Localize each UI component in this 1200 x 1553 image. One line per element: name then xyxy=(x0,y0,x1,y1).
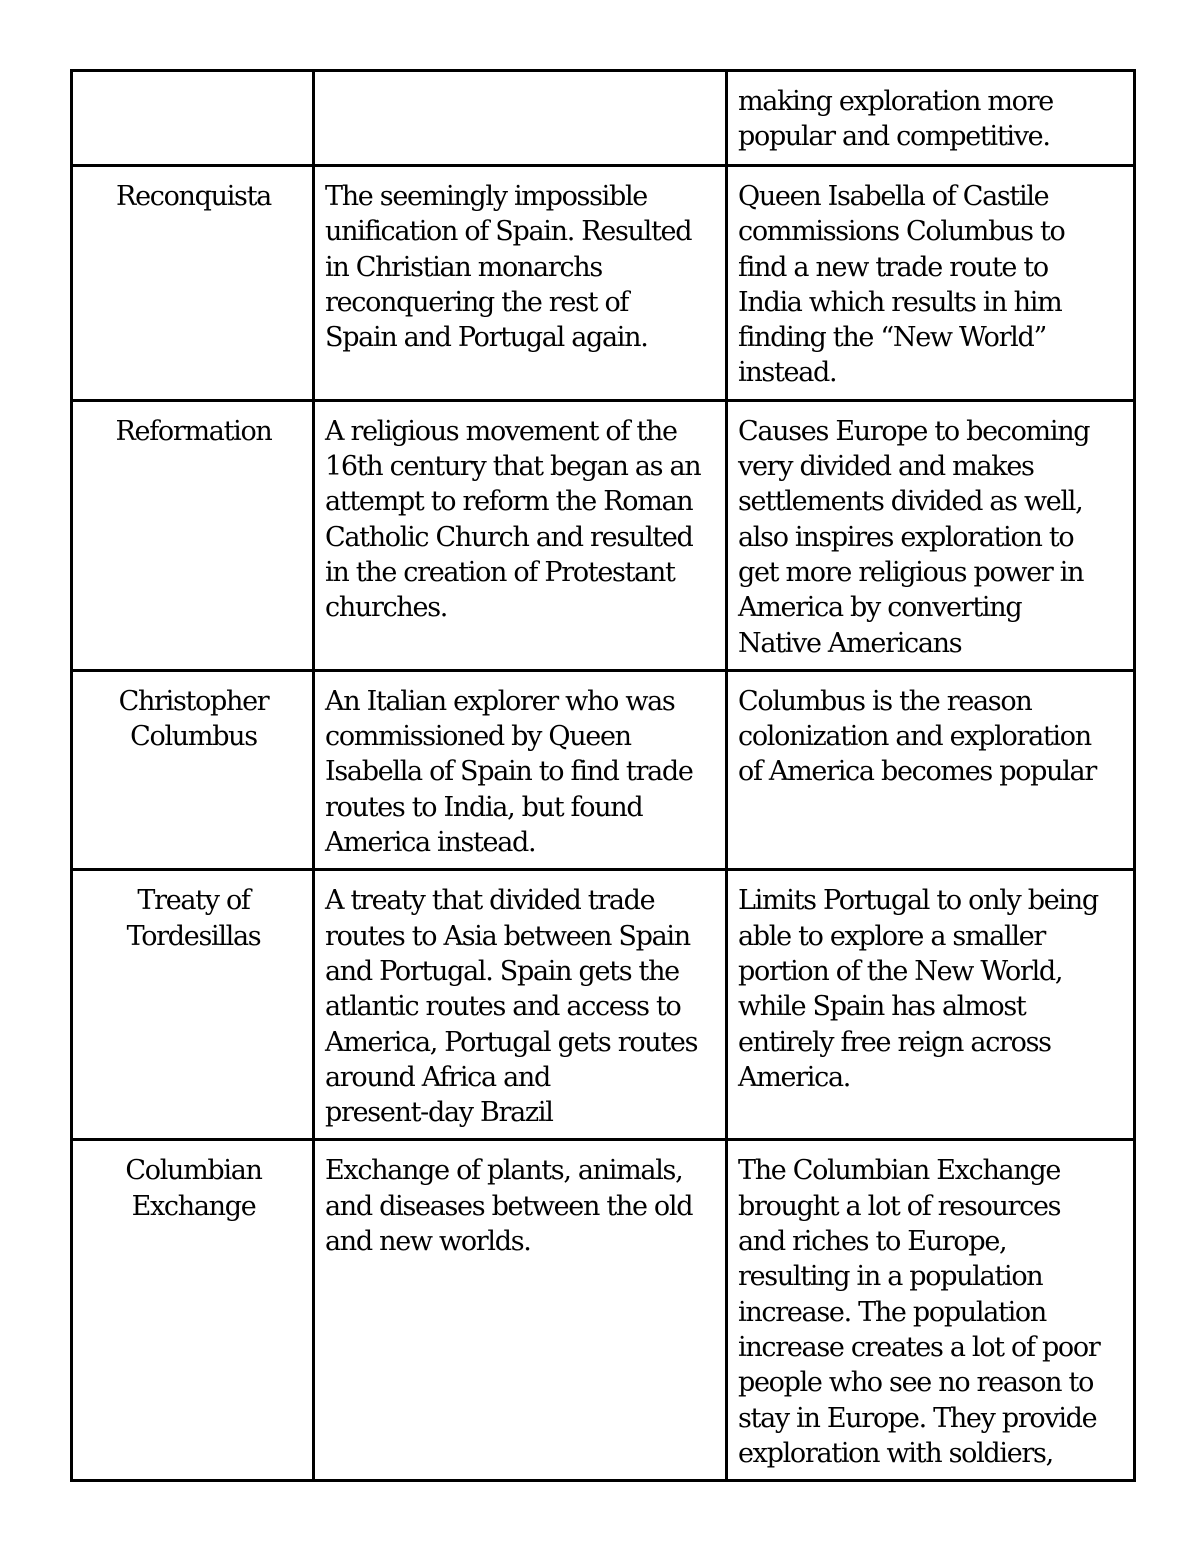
text-line: brought a lot of resources xyxy=(738,1190,1061,1222)
text-line: Causes Europe to becoming xyxy=(738,415,1090,447)
text-line: Exchange of plants, animals, xyxy=(325,1155,683,1187)
text-line: 16th century that began as an xyxy=(325,451,701,483)
text-line: routes to Asia between Spain xyxy=(325,920,690,952)
text-line: increase. The population xyxy=(738,1296,1046,1328)
text-line: and diseases between the old xyxy=(325,1190,693,1222)
text-line: India which results in him xyxy=(738,286,1062,318)
term-cell xyxy=(72,1140,314,1481)
term-line: Reconquista xyxy=(116,181,271,212)
definition-cell xyxy=(314,1140,727,1481)
text-line: unification of Spain. Resulted xyxy=(325,216,692,248)
text-line: instead. xyxy=(738,357,837,389)
text-line: A religious movement of the xyxy=(325,415,677,447)
table-row xyxy=(72,400,1135,670)
term-line: Reformation xyxy=(115,415,272,447)
term-cell xyxy=(72,400,314,670)
term-line: Exchange xyxy=(131,1190,256,1222)
term-line: Tordesillas xyxy=(126,920,261,952)
text-line: very divided and makes xyxy=(738,451,1034,483)
text-line: making exploration more xyxy=(738,86,1053,117)
text-line: in Christian monarchs xyxy=(325,251,602,283)
text-line: An Italian explorer who was xyxy=(325,685,675,717)
text-line: commissioned by Queen xyxy=(325,721,631,753)
term-line: Christopher xyxy=(118,685,269,717)
text-line: around Africa and xyxy=(325,1061,550,1093)
text-line: also inspires exploration to xyxy=(738,521,1074,553)
text-line: Columbus is the reason xyxy=(738,685,1032,717)
text-line: finding the “New World” xyxy=(738,322,1046,354)
table-row xyxy=(72,870,1135,1140)
text-line: Queen Isabella of Castile xyxy=(738,181,1049,212)
text-line: churches. xyxy=(325,592,448,624)
text-line: and new worlds. xyxy=(325,1226,531,1258)
significance-cell xyxy=(727,1140,1135,1481)
document-page xyxy=(70,69,1133,1482)
definition-cell xyxy=(314,71,727,166)
text-line: America, Portugal gets routes xyxy=(325,1026,698,1058)
text-line: find a new trade route to xyxy=(738,251,1048,283)
text-line: popular and competitive. xyxy=(738,121,1050,153)
definition-cell xyxy=(314,166,727,401)
text-line: The seemingly impossible xyxy=(325,181,647,212)
text-line: reconquering the rest of xyxy=(325,286,629,318)
text-line: Isabella of Spain to find trade xyxy=(325,756,693,788)
text-line: atlantic routes and access to xyxy=(325,991,681,1023)
term-line: Columbus xyxy=(130,721,257,753)
text-line: America. xyxy=(738,1061,851,1093)
text-line: increase creates a lot of poor xyxy=(738,1331,1100,1363)
text-line: exploration with soldiers, xyxy=(738,1437,1053,1469)
significance-cell xyxy=(727,400,1135,670)
text-line: The Columbian Exchange xyxy=(738,1155,1061,1187)
text-line: commissions Columbus to xyxy=(738,216,1065,248)
text-line: stay in Europe. They provide xyxy=(738,1402,1097,1434)
text-line: settlements divided as well, xyxy=(738,486,1083,518)
text-line: entirely free reign across xyxy=(738,1026,1051,1058)
text-line: Catholic Church and resulted xyxy=(325,521,693,553)
text-line: Spain and Portugal again. xyxy=(325,322,648,354)
term-cell xyxy=(72,870,314,1140)
text-line: Native Americans xyxy=(738,627,962,659)
text-line: colonization and exploration xyxy=(738,721,1091,753)
significance-cell xyxy=(727,670,1135,869)
text-line: of America becomes popular xyxy=(738,756,1096,788)
table-row xyxy=(72,1140,1135,1481)
term-line: Columbian xyxy=(125,1155,262,1187)
significance-cell xyxy=(727,870,1135,1140)
text-line: and riches to Europe, xyxy=(738,1226,1007,1258)
text-line: America by converting xyxy=(738,592,1022,624)
text-line: present-day Brazil xyxy=(325,1097,553,1129)
term-cell xyxy=(72,166,314,401)
text-line: able to explore a smaller xyxy=(738,920,1046,952)
text-line: attempt to reform the Roman xyxy=(325,486,693,518)
text-line: America instead. xyxy=(325,827,536,859)
text-line: portion of the New World, xyxy=(738,955,1063,987)
definition-cell xyxy=(314,870,727,1140)
definition-cell xyxy=(314,670,727,869)
significance-cell xyxy=(727,166,1135,401)
text-line: and Portugal. Spain gets the xyxy=(325,955,679,987)
text-line: Limits Portugal to only being xyxy=(738,885,1098,917)
text-line: A treaty that divided trade xyxy=(325,885,655,917)
term-cell xyxy=(72,71,314,166)
table-row xyxy=(72,71,1135,166)
text-line: while Spain has almost xyxy=(738,991,1026,1023)
text-line: routes to India, but found xyxy=(325,791,643,823)
term-cell xyxy=(72,670,314,869)
notes-table xyxy=(70,69,1136,1482)
table-row xyxy=(72,670,1135,869)
term-line: Treaty of xyxy=(137,885,250,917)
text-line: get more religious power in xyxy=(738,556,1084,588)
table-row xyxy=(72,166,1135,401)
notes-table-body xyxy=(72,71,1135,1481)
significance-cell xyxy=(727,71,1135,166)
definition-cell xyxy=(314,400,727,670)
text-line: resulting in a population xyxy=(738,1261,1043,1293)
text-line: in the creation of Protestant xyxy=(325,556,675,588)
text-line: people who see no reason to xyxy=(738,1367,1094,1399)
